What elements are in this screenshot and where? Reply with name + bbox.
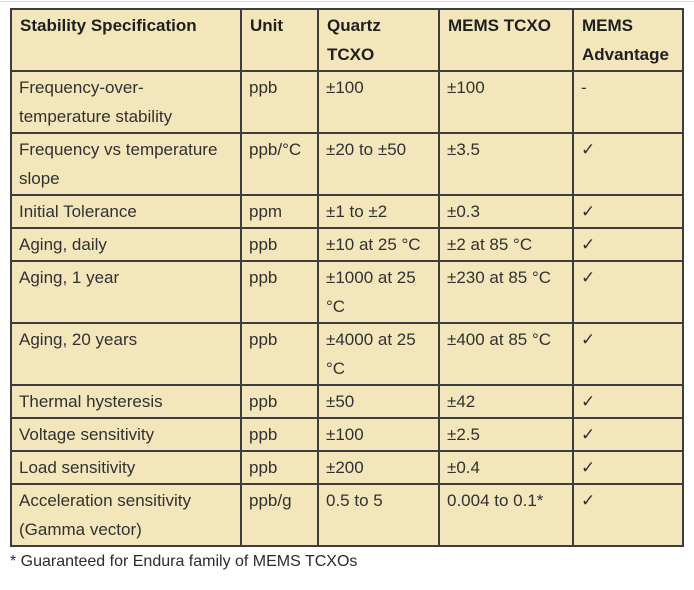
unit-cell: ppb xyxy=(241,228,318,261)
spec-cell: Acceleration sensitivity (Gamma vector) xyxy=(11,484,241,546)
top-divider-line xyxy=(0,1,694,2)
quartz-tcxo-cell: ±20 to ±50 xyxy=(318,133,439,195)
table-row xyxy=(11,451,683,484)
table-row xyxy=(11,323,683,385)
advantage-checkmark-icon: ✓ xyxy=(573,418,683,451)
spec-cell: Aging, daily xyxy=(11,228,241,261)
spec-cell: Aging, 20 years xyxy=(11,323,241,385)
spec-cell: Initial Tolerance xyxy=(11,195,241,228)
table-row xyxy=(11,261,683,323)
advantage-checkmark-icon: ✓ xyxy=(573,484,683,546)
quartz-tcxo-cell: ±1 to ±2 xyxy=(318,195,439,228)
mems-tcxo-cell: ±0.3 xyxy=(439,195,573,228)
table-row xyxy=(11,71,683,133)
mems-tcxo-cell: ±0.4 xyxy=(439,451,573,484)
column-header-mems-tcxo: MEMS TCXO xyxy=(439,9,573,71)
advantage-checkmark-icon: ✓ xyxy=(573,195,683,228)
header-row xyxy=(11,9,683,71)
advantage-checkmark-icon: ✓ xyxy=(573,385,683,418)
column-header-unit: Unit xyxy=(241,9,318,71)
mems-tcxo-cell: ±2 at 85 °C xyxy=(439,228,573,261)
mems-advantage-cell: - xyxy=(573,71,683,133)
unit-cell: ppb xyxy=(241,261,318,323)
unit-cell: ppb xyxy=(241,418,318,451)
column-header-quartz-tcxo: Quartz TCXO xyxy=(318,9,439,71)
spec-cell: Aging, 1 year xyxy=(11,261,241,323)
unit-cell: ppb xyxy=(241,71,318,133)
table-row xyxy=(11,385,683,418)
unit-cell: ppb xyxy=(241,451,318,484)
mems-tcxo-cell: ±230 at 85 °C xyxy=(439,261,573,323)
advantage-checkmark-icon: ✓ xyxy=(573,261,683,323)
unit-cell: ppb/°C xyxy=(241,133,318,195)
table-row xyxy=(11,195,683,228)
table-body xyxy=(11,71,683,546)
spec-cell: Frequency-over-temperature stability xyxy=(11,71,241,133)
advantage-checkmark-icon: ✓ xyxy=(573,323,683,385)
advantage-checkmark-icon: ✓ xyxy=(573,451,683,484)
advantage-checkmark-icon: ✓ xyxy=(573,228,683,261)
table-row xyxy=(11,418,683,451)
table-row xyxy=(11,133,683,195)
unit-cell: ppb xyxy=(241,385,318,418)
quartz-tcxo-cell: 0.5 to 5 xyxy=(318,484,439,546)
table-row xyxy=(11,484,683,546)
mems-tcxo-cell: ±400 at 85 °C xyxy=(439,323,573,385)
spec-cell: Voltage sensitivity xyxy=(11,418,241,451)
advantage-checkmark-icon: ✓ xyxy=(573,133,683,195)
quartz-tcxo-cell: ±200 xyxy=(318,451,439,484)
unit-cell: ppm xyxy=(241,195,318,228)
quartz-tcxo-cell: ±50 xyxy=(318,385,439,418)
mems-tcxo-cell: ±42 xyxy=(439,385,573,418)
mems-tcxo-cell: ±100 xyxy=(439,71,573,133)
spec-cell: Thermal hysteresis xyxy=(11,385,241,418)
unit-cell: ppb/g xyxy=(241,484,318,546)
quartz-tcxo-cell: ±1000 at 25 °C xyxy=(318,261,439,323)
quartz-tcxo-cell: ±4000 at 25 °C xyxy=(318,323,439,385)
mems-tcxo-cell: 0.004 to 0.1* xyxy=(439,484,573,546)
footnote: * Guaranteed for Endura family of MEMS TCXOs xyxy=(10,553,358,570)
quartz-tcxo-cell: ±10 at 25 °C xyxy=(318,228,439,261)
stability-comparison-table xyxy=(10,8,684,547)
spec-cell: Frequency vs temperature slope xyxy=(11,133,241,195)
quartz-tcxo-cell: ±100 xyxy=(318,71,439,133)
unit-cell: ppb xyxy=(241,323,318,385)
spec-cell: Load sensitivity xyxy=(11,451,241,484)
column-header-spec: Stability Specification xyxy=(11,9,241,71)
quartz-tcxo-cell: ±100 xyxy=(318,418,439,451)
mems-tcxo-cell: ±3.5 xyxy=(439,133,573,195)
table-row xyxy=(11,228,683,261)
mems-tcxo-cell: ±2.5 xyxy=(439,418,573,451)
column-header-mems-advantage: MEMS Advantage xyxy=(573,9,683,71)
